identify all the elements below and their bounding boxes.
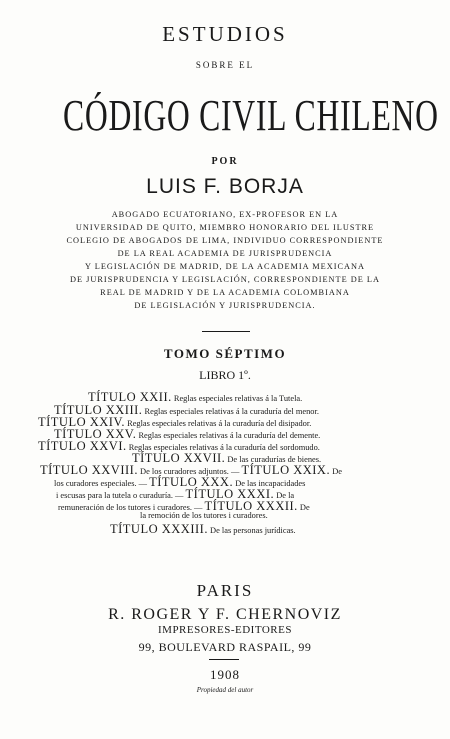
- credential-line: UNIVERSIDAD DE QUITO, MIEMBRO HONORARIO DEL ILUSTRE: [75, 223, 375, 232]
- sobre-el-label: SOBRE EL: [195, 60, 255, 70]
- divider-rule: [209, 659, 239, 660]
- main-title: CÓDIGO CIVIL CHILENO: [63, 91, 439, 140]
- contents-line: TÍTULO XXII. Reglas especiales relativas á la Tutela.: [88, 390, 303, 404]
- credential-line: ABOGADO ECUATORIANO, EX-PROFESOR EN LA: [111, 210, 339, 219]
- copyright-note: Propiedad del autor: [196, 686, 254, 694]
- contents-line: TÍTULO XXIII. Reglas especiales relativas á la curaduría del menor.: [54, 403, 319, 417]
- contents-line: TÍTULO XXIV. Reglas especiales relativas á la curaduría del disipador.: [38, 415, 312, 429]
- por-label: POR: [211, 156, 239, 167]
- credential-line: Y LEGISLACIÓN DE MADRID, DE LA ACADEMIA MEXICANA: [85, 262, 365, 271]
- series-title: ESTUDIOS: [162, 22, 288, 46]
- contents-line: TÍTULO XXXIII. De las personas jurídicas.: [110, 522, 296, 536]
- credential-line: DE LEGISLACIÓN Y JURISPRUDENCIA.: [134, 301, 316, 310]
- publisher-name: R. ROGER Y F. CHERNOVIZ: [108, 606, 342, 623]
- contents-line: i escusas para la tutela o curaduría. — TÍTULO XXXI. De la: [56, 487, 295, 501]
- volume-title: TOMO SÉPTIMO: [163, 346, 287, 361]
- publication-year: 1908: [210, 667, 240, 682]
- author-name: LUIS F. BORJA: [146, 175, 304, 198]
- credential-line: COLEGIO DE ABOGADOS DE LIMA, INDIVIDUO CORRESPONDIENTE: [66, 236, 384, 245]
- contents-line: la remoción de los tutores i curadores.: [140, 511, 268, 520]
- publisher-role: IMPRESORES-EDITORES: [158, 624, 292, 636]
- contents-line: TÍTULO XXVI. Reglas especiales relativas á la curaduría del sordomudo.: [38, 439, 320, 453]
- credential-line: DE JURISPRUDENCIA Y LEGISLACIÓN, CORRESPONDIENTE DE LA: [70, 275, 380, 284]
- credential-line: DE LA REAL ACADEMIA DE JURISPRUDENCIA: [117, 249, 333, 258]
- contents-line: TÍTULO XXVIII. De los curadores adjuntos. — TÍTULO XXIX. De: [40, 463, 342, 477]
- divider-rule: [202, 331, 250, 332]
- contents-line: TÍTULO XXV. Reglas especiales relativas á la curaduría del demente.: [54, 427, 321, 441]
- contents-line: remuneración de los tutores i curadores. — TÍTULO XXXII. De: [58, 499, 310, 513]
- publisher-address: 99, BOULEVARD RASPAIL, 99: [138, 640, 312, 654]
- book-label: LIBRO 1º.: [199, 368, 251, 382]
- contents-line: TÍTULO XXVII. De las curadurías de bienes.: [132, 451, 322, 465]
- credential-line: REAL DE MADRID Y DE LA ACADEMIA COLOMBIANA: [100, 288, 350, 297]
- imprint-city: PARIS: [196, 581, 254, 600]
- contents-line: los curadores especiales. — TÍTULO XXX. De las incapacidades: [54, 475, 306, 489]
